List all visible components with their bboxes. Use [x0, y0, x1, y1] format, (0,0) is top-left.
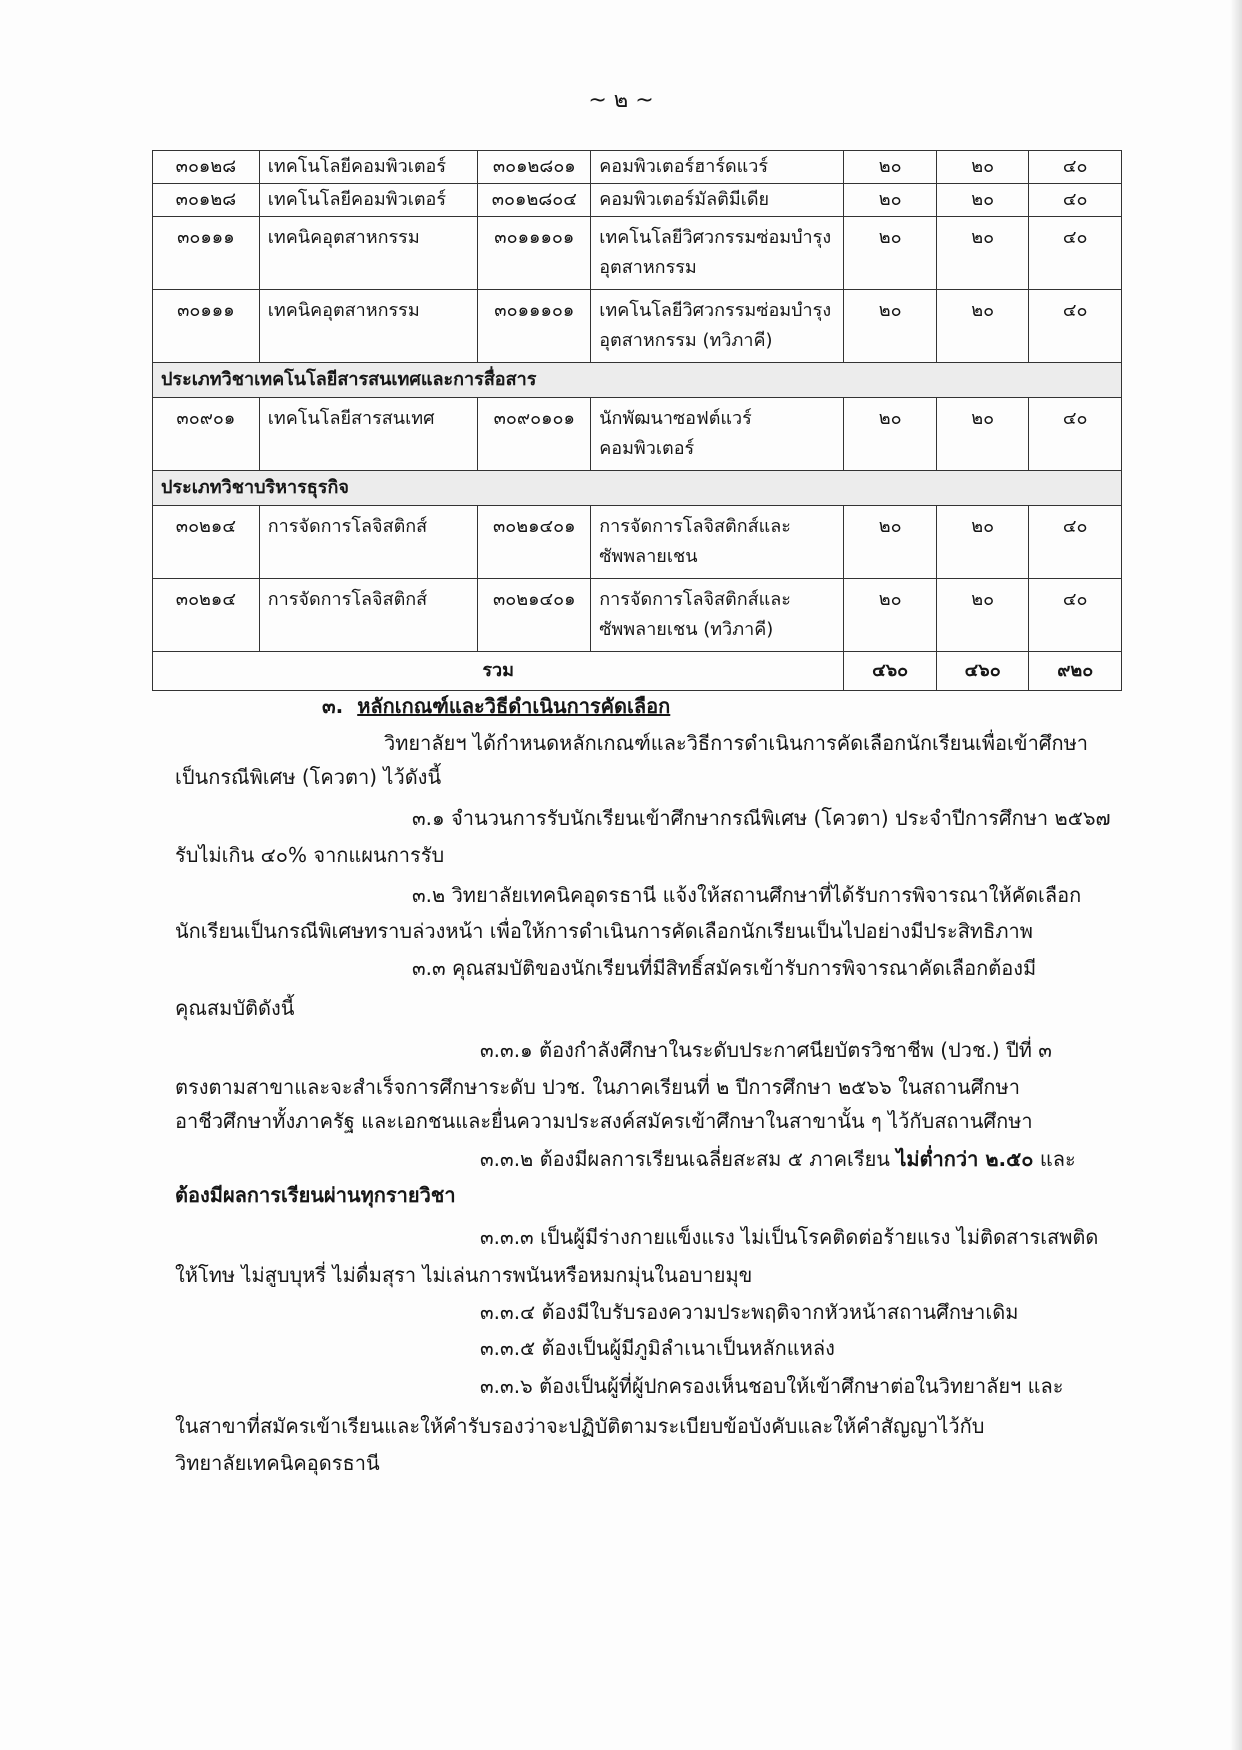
count-2: ๒๐ [936, 579, 1029, 652]
table-row [153, 579, 1122, 652]
table-row [153, 290, 1122, 363]
paragraph-emphasis: ไม่ต่ำกว่า ๒.๕๐ [896, 1147, 1034, 1171]
field-code: ๓๐๑๑๑ [153, 217, 260, 290]
count-total: ๔๐ [1029, 506, 1122, 579]
paragraph-line: ๓.๓.๖ ต้องเป็นผู้ที่ผู้ปกครองเห็นชอบให้เข้าศึกษาต่อในวิทยาลัยฯ และ [480, 1374, 1064, 1398]
paragraph-line: วิทยาลัยเทคนิคอุดรธานี [175, 1451, 380, 1475]
major-name: การจัดการโลจิสติกส์และซัพพลายเชน (ทวิภาคี) [591, 579, 844, 652]
section-number: ๓. [322, 694, 344, 718]
paragraph-text: ๓.๓.๒ ต้องมีผลการเรียนเฉลี่ยสะสม ๕ ภาคเรียน [480, 1147, 890, 1171]
field-name: เทคโนโลยีคอมพิวเตอร์ [259, 184, 478, 217]
count-1: ๒๐ [844, 290, 937, 363]
total-row [153, 652, 1122, 691]
field-name: เทคนิคอุตสาหกรรม [259, 290, 478, 363]
paragraph-line: นักเรียนเป็นกรณีพิเศษทราบล่วงหน้า เพื่อให้การดำเนินการคัดเลือกนักเรียนเป็นไปอย่างมีประสิทธิภาพ [175, 919, 1033, 943]
paragraph-line: ให้โทษ ไม่สูบบุหรี่ ไม่ดื่มสุรา ไม่เล่นการพนันหรือหมกมุ่นในอบายมุข [175, 1263, 753, 1287]
field-code: ๓๐๑๑๑ [153, 290, 260, 363]
field-code: ๓๐๒๑๔ [153, 579, 260, 652]
section-heading [322, 690, 670, 722]
paragraph-emphasis: ต้องมีผลการเรียนผ่านทุกรายวิชา [175, 1183, 456, 1207]
paragraph-line: ๓.๒ วิทยาลัยเทคนิคอุดรธานี แจ้งให้สถานศึกษาที่ได้รับการพิจารณาให้คัดเลือก [412, 883, 1082, 907]
major-code: ๓๐๒๑๔๐๑ [478, 506, 591, 579]
paragraph-line: ในสาขาที่สมัครเข้าเรียนและให้คำรับรองว่าจะปฏิบัติตามระเบียบข้อบังคับและให้คำสัญญาไว้กับ [175, 1414, 985, 1438]
count-total: ๔๐ [1029, 217, 1122, 290]
paragraph-line: ๓.๓.๕ ต้องเป็นผู้มีภูมิลำเนาเป็นหลักแหล่ง [480, 1336, 835, 1360]
table-row [153, 184, 1122, 217]
field-name: เทคโนโลยีสารสนเทศ [259, 398, 478, 471]
major-name: เทคโนโลยีวิศวกรรมซ่อมบำรุงอุตสาหกรรม [591, 217, 844, 290]
count-2: ๒๐ [936, 184, 1029, 217]
count-1: ๒๐ [844, 184, 937, 217]
count-1: ๒๐ [844, 398, 937, 471]
grand-total: ๙๒๐ [1029, 652, 1122, 691]
major-name: นักพัฒนาซอฟต์แวร์คอมพิวเตอร์ [591, 398, 844, 471]
category-row [153, 363, 1122, 398]
field-name: เทคนิคอุตสาหกรรม [259, 217, 478, 290]
count-1: ๒๐ [844, 151, 937, 184]
paragraph-line: ๓.๓ คุณสมบัติของนักเรียนที่มีสิทธิ์สมัครเข้ารับการพิจารณาคัดเลือกต้องมี [412, 956, 1037, 980]
major-code: ๓๐๙๐๑๐๑ [478, 398, 591, 471]
count-total: ๔๐ [1029, 579, 1122, 652]
count-total: ๔๐ [1029, 290, 1122, 363]
count-total: ๔๐ [1029, 151, 1122, 184]
field-code: ๓๐๑๒๘ [153, 151, 260, 184]
major-name: คอมพิวเตอร์มัลติมีเดีย [591, 184, 844, 217]
table-row [153, 217, 1122, 290]
count-2: ๒๐ [936, 290, 1029, 363]
total-count-1: ๔๖๐ [844, 652, 937, 691]
category-row [153, 471, 1122, 506]
field-code: ๓๐๙๐๑ [153, 398, 260, 471]
table-row [153, 151, 1122, 184]
category-label: ประเภทวิชาเทคโนโลยีสารสนเทศและการสื่อสาร [153, 363, 1122, 398]
major-code: ๓๐๑๑๑๐๑ [478, 217, 591, 290]
major-name: คอมพิวเตอร์ฮาร์ดแวร์ [591, 151, 844, 184]
paragraph-line: ๓.๑ จำนวนการรับนักเรียนเข้าศึกษากรณีพิเศษ (โควตา) ประจำปีการศึกษา ๒๕๖๗ [412, 806, 1111, 830]
major-code: ๓๐๑๒๘๐๑ [478, 151, 591, 184]
total-count-2: ๔๖๐ [936, 652, 1029, 691]
count-1: ๒๐ [844, 506, 937, 579]
paragraph-line: ๓.๓.๓ เป็นผู้มีร่างกายแข็งแรง ไม่เป็นโรคติดต่อร้ายแรง ไม่ติดสารเสพติด [480, 1225, 1099, 1249]
count-1: ๒๐ [844, 579, 937, 652]
paragraph-line: คุณสมบัติดังนี้ [175, 996, 295, 1020]
field-code: ๓๐๒๑๔ [153, 506, 260, 579]
count-2: ๒๐ [936, 398, 1029, 471]
field-name: การจัดการโลจิสติกส์ [259, 579, 478, 652]
category-label: ประเภทวิชาบริหารธุรกิจ [153, 471, 1122, 506]
page-number: ~ ๒ ~ [588, 88, 654, 113]
paragraph-line: อาชีวศึกษาทั้งภาครัฐ และเอกชนและยื่นความประสงค์สมัครเข้าศึกษาในสาขานั้น ๆ ไว้กับสถานศึกษา [175, 1109, 1033, 1133]
count-2: ๒๐ [936, 506, 1029, 579]
major-name: การจัดการโลจิสติกส์และซัพพลายเชน [591, 506, 844, 579]
section-title: หลักเกณฑ์และวิธีดำเนินการคัดเลือก [357, 694, 671, 718]
major-code: ๓๐๑๑๑๐๑ [478, 290, 591, 363]
paragraph-line: ตรงตามสาขาและจะสำเร็จการศึกษาระดับ ปวช. ในภาคเรียนที่ ๒ ปีการศึกษา ๒๕๖๖ ในสถานศึกษา [175, 1075, 1020, 1099]
major-code: ๓๐๒๑๔๐๑ [478, 579, 591, 652]
table-row [153, 506, 1122, 579]
paragraph-line: วิทยาลัยฯ ได้กำหนดหลักเกณฑ์และวิธีการดำเนินการคัดเลือกนักเรียนเพื่อเข้าศึกษา [384, 731, 1089, 755]
field-code: ๓๐๑๒๘ [153, 184, 260, 217]
paragraph-text: และ [1039, 1147, 1076, 1171]
table-row [153, 398, 1122, 471]
count-2: ๒๐ [936, 151, 1029, 184]
count-total: ๔๐ [1029, 184, 1122, 217]
count-2: ๒๐ [936, 217, 1029, 290]
field-name: เทคโนโลยีคอมพิวเตอร์ [259, 151, 478, 184]
scan-edge-shadow [1230, 0, 1242, 1750]
quota-table [152, 150, 1122, 691]
major-code: ๓๐๑๒๘๐๔ [478, 184, 591, 217]
major-name: เทคโนโลยีวิศวกรรมซ่อมบำรุงอุตสาหกรรม (ทวิภาคี) [591, 290, 844, 363]
paragraph-line: ๓.๓.๔ ต้องมีใบรับรองความประพฤติจากหัวหน้าสถานศึกษาเดิม [480, 1300, 1019, 1324]
count-1: ๒๐ [844, 217, 937, 290]
field-name: การจัดการโลจิสติกส์ [259, 506, 478, 579]
paragraph-line [480, 1144, 1076, 1174]
paragraph-line: ๓.๓.๑ ต้องกำลังศึกษาในระดับประกาศนียบัตรวิชาชีพ (ปวช.) ปีที่ ๓ [480, 1038, 1052, 1062]
count-total: ๔๐ [1029, 398, 1122, 471]
total-label: รวม [153, 652, 844, 691]
paragraph-line: เป็นกรณีพิเศษ (โควตา) ไว้ดังนี้ [175, 765, 442, 789]
paragraph-line: รับไม่เกิน ๔๐% จากแผนการรับ [175, 843, 445, 867]
